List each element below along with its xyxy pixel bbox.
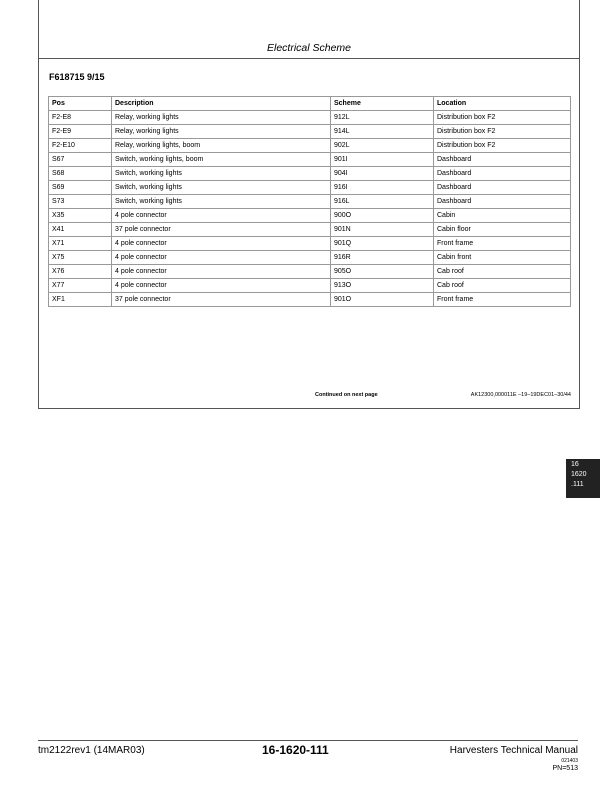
cell-location: Distribution box F2 <box>434 139 571 153</box>
cell-description: Relay, working lights, boom <box>112 139 331 153</box>
header-divider <box>39 58 579 59</box>
cell-scheme: 912L <box>331 111 434 125</box>
cell-pos: X75 <box>49 251 112 265</box>
cell-scheme: 913O <box>331 279 434 293</box>
cell-scheme: 914L <box>331 125 434 139</box>
cell-location: Cab roof <box>434 279 571 293</box>
cell-scheme: 905O <box>331 265 434 279</box>
section-tab-line: 1620 <box>571 471 587 478</box>
cell-location: Cabin floor <box>434 223 571 237</box>
footer-divider <box>38 740 578 741</box>
footer-manual-title: Harvesters Technical Manual <box>449 745 578 756</box>
cell-location: Dashboard <box>434 195 571 209</box>
cell-scheme: 902L <box>331 139 434 153</box>
cell-pos: F2-E8 <box>49 111 112 125</box>
page-number: 16-1620-111 <box>262 743 329 757</box>
cell-scheme: 916L <box>331 195 434 209</box>
section-tab-line: .111 <box>571 481 584 488</box>
cell-scheme: 901Q <box>331 237 434 251</box>
cell-scheme: 904I <box>331 167 434 181</box>
table-row <box>49 125 571 139</box>
table-row <box>49 251 571 265</box>
cell-description: Switch, working lights, boom <box>112 153 331 167</box>
cell-pos: S69 <box>49 181 112 195</box>
cell-pos: F2-E10 <box>49 139 112 153</box>
cell-location: Cabin <box>434 209 571 223</box>
table-header-row <box>49 97 571 111</box>
cell-scheme: 916I <box>331 181 434 195</box>
cell-pos: X77 <box>49 279 112 293</box>
cell-location: Dashboard <box>434 181 571 195</box>
cell-description: 37 pole connector <box>112 293 331 307</box>
table-row <box>49 111 571 125</box>
cell-scheme: 900O <box>331 209 434 223</box>
column-header-scheme: Scheme <box>331 97 434 111</box>
cell-location: Distribution box F2 <box>434 111 571 125</box>
content-frame <box>38 0 580 409</box>
cell-pos: X35 <box>49 209 112 223</box>
table-row <box>49 293 571 307</box>
section-tab-line: 16 <box>571 461 579 468</box>
table-row <box>49 167 571 181</box>
table-row <box>49 181 571 195</box>
cell-description: 4 pole connector <box>112 237 331 251</box>
table-row <box>49 265 571 279</box>
column-header-pos: Pos <box>49 97 112 111</box>
cell-pos: XF1 <box>49 293 112 307</box>
section-tab <box>566 459 600 498</box>
cell-location: Front frame <box>434 237 571 251</box>
cell-description: 4 pole connector <box>112 265 331 279</box>
cell-pos: X41 <box>49 223 112 237</box>
cell-location: Distribution box F2 <box>434 125 571 139</box>
cell-scheme: 916R <box>331 251 434 265</box>
parts-table <box>48 96 571 307</box>
table-row <box>49 139 571 153</box>
column-header-location: Location <box>434 97 571 111</box>
cell-scheme: 901I <box>331 153 434 167</box>
cell-scheme: 901O <box>331 293 434 307</box>
cell-description: 4 pole connector <box>112 251 331 265</box>
cell-pos: S68 <box>49 167 112 181</box>
cell-pos: S67 <box>49 153 112 167</box>
footer-date: 021403 <box>561 758 578 764</box>
table-row <box>49 223 571 237</box>
cell-description: 4 pole connector <box>112 279 331 293</box>
continued-note: Continued on next page <box>315 392 378 398</box>
cell-description: Switch, working lights <box>112 181 331 195</box>
table-row <box>49 237 571 251</box>
footer-pn: PN=513 <box>552 765 578 772</box>
column-header-description: Description <box>112 97 331 111</box>
cell-description: Relay, working lights <box>112 125 331 139</box>
cell-location: Front frame <box>434 293 571 307</box>
cell-location: Cab roof <box>434 265 571 279</box>
cell-description: 37 pole connector <box>112 223 331 237</box>
cell-description: Switch, working lights <box>112 167 331 181</box>
table-body <box>49 111 571 307</box>
footer-manual-id: tm2122rev1 (14MAR03) <box>38 745 145 756</box>
table-row <box>49 209 571 223</box>
cell-description: 4 pole connector <box>112 209 331 223</box>
cell-pos: F2-E9 <box>49 125 112 139</box>
cell-pos: S73 <box>49 195 112 209</box>
figure-label: F618715 9/15 <box>49 72 105 82</box>
document-code: AK12300,000011E –19–19DEC01–30/44 <box>470 392 571 398</box>
cell-location: Cabin front <box>434 251 571 265</box>
cell-description: Switch, working lights <box>112 195 331 209</box>
table-row <box>49 195 571 209</box>
cell-description: Relay, working lights <box>112 111 331 125</box>
cell-scheme: 901N <box>331 223 434 237</box>
cell-location: Dashboard <box>434 153 571 167</box>
cell-pos: X76 <box>49 265 112 279</box>
section-title: Electrical Scheme <box>266 42 352 54</box>
table-row <box>49 279 571 293</box>
cell-location: Dashboard <box>434 167 571 181</box>
cell-pos: X71 <box>49 237 112 251</box>
table-row <box>49 153 571 167</box>
